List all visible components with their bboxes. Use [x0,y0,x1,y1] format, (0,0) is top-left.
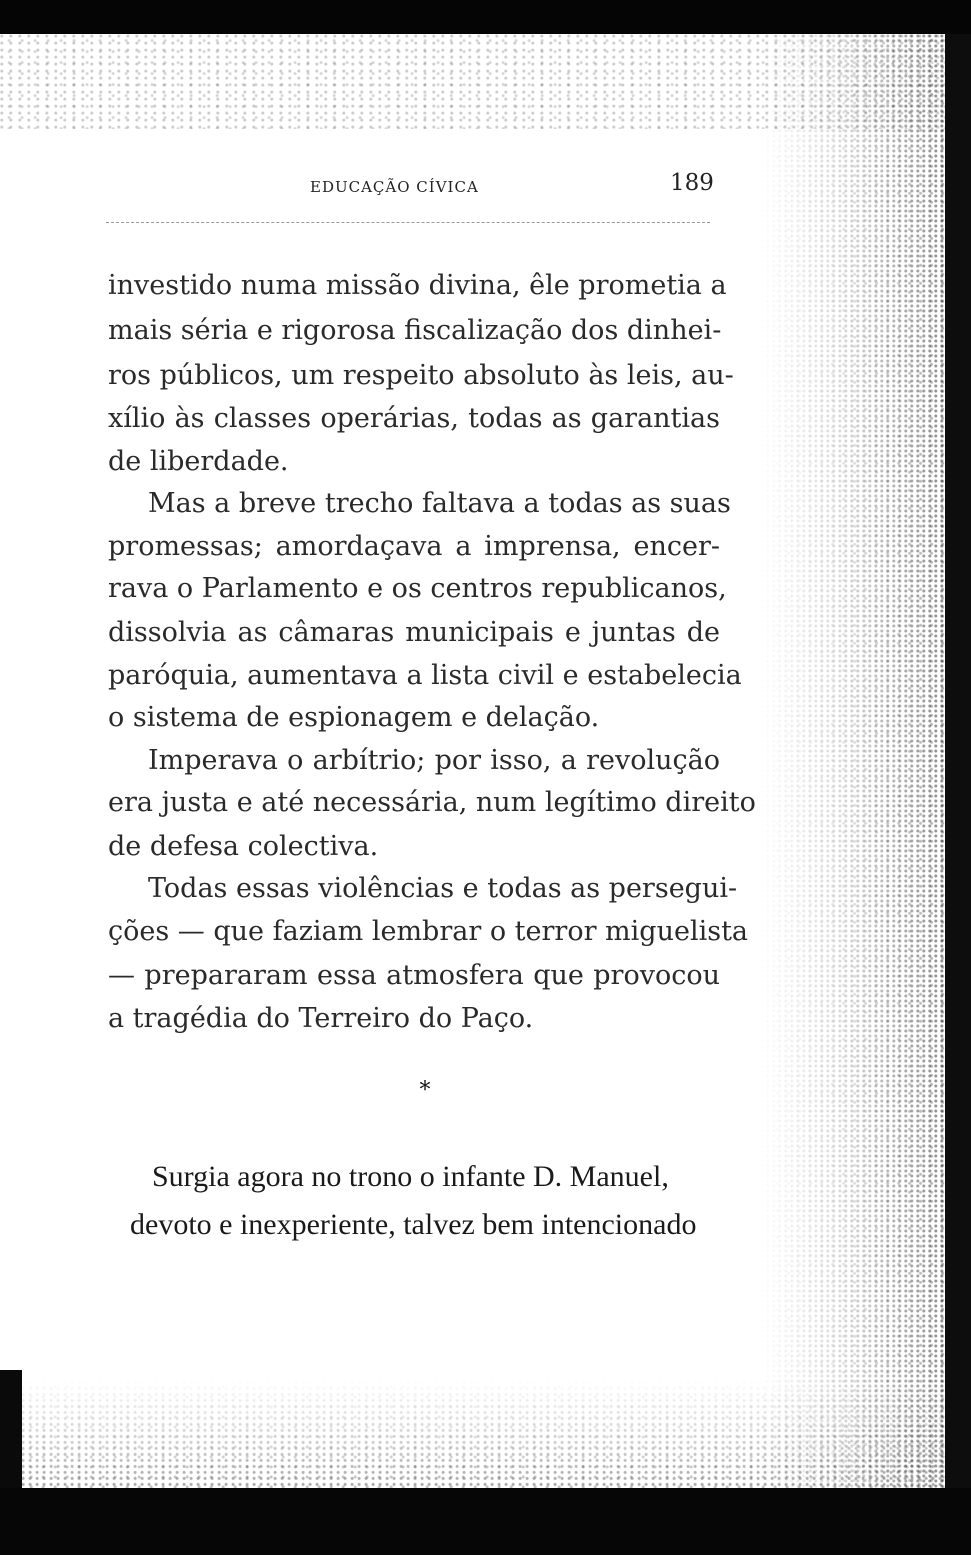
body-line: Todas essas violências e todas as persegui- [148,873,738,904]
body-line: Imperava o arbítrio; por isso, a revolução [148,745,720,776]
body-line: ros públicos, um respeito absoluto às leis, au- [108,360,734,391]
section-ornament: * [419,1078,431,1103]
body-line: Mas a breve trecho faltava a todas as suas [148,488,731,519]
body-line: mais séria e rigorosa fiscalização dos dinhei- [108,315,722,346]
header-rule [106,222,710,223]
body-line: — prepararam essa atmosfera que provocou [108,960,720,991]
body-line: xílio às classes operárias, todas as garantias [108,403,720,434]
body-line: paróquia, aumentava a lista civil e estabelecia [108,660,742,691]
body-line: era justa e até necessária, num legítimo direito [108,787,756,818]
body-line: a tragédia do Terreiro do Paço. [108,1003,534,1034]
scan-border-top [0,0,971,34]
scan-border-right [945,34,971,1555]
body-line: dissolvia as câmaras municipais e juntas de [108,617,720,648]
appended-line: devoto e inexperiente, talvez bem intencionado [130,1208,697,1241]
body-line: o sistema de espionagem e delação. [108,702,600,733]
body-line: de defesa colectiva. [108,831,379,862]
running-title: EDUCAÇÃO CÍVICA [310,178,479,196]
scan-border-bottom [0,1488,971,1555]
page-number: 189 [670,170,714,196]
scan-noise-right [760,34,945,1488]
body-line: ções — que faziam lembrar o terror miguelista [108,916,749,947]
body-line: investido numa missão divina, êle prometia a [108,270,727,301]
body-line: de liberdade. [108,446,289,477]
body-line: rava o Parlamento e os centros republicanos, [108,573,727,604]
body-line: promessas; amordaçava a imprensa, encer- [108,531,720,562]
scan-noise-bottom [0,1380,945,1488]
appended-line: Surgia agora no trono o infante D. Manuel, [152,1160,669,1193]
